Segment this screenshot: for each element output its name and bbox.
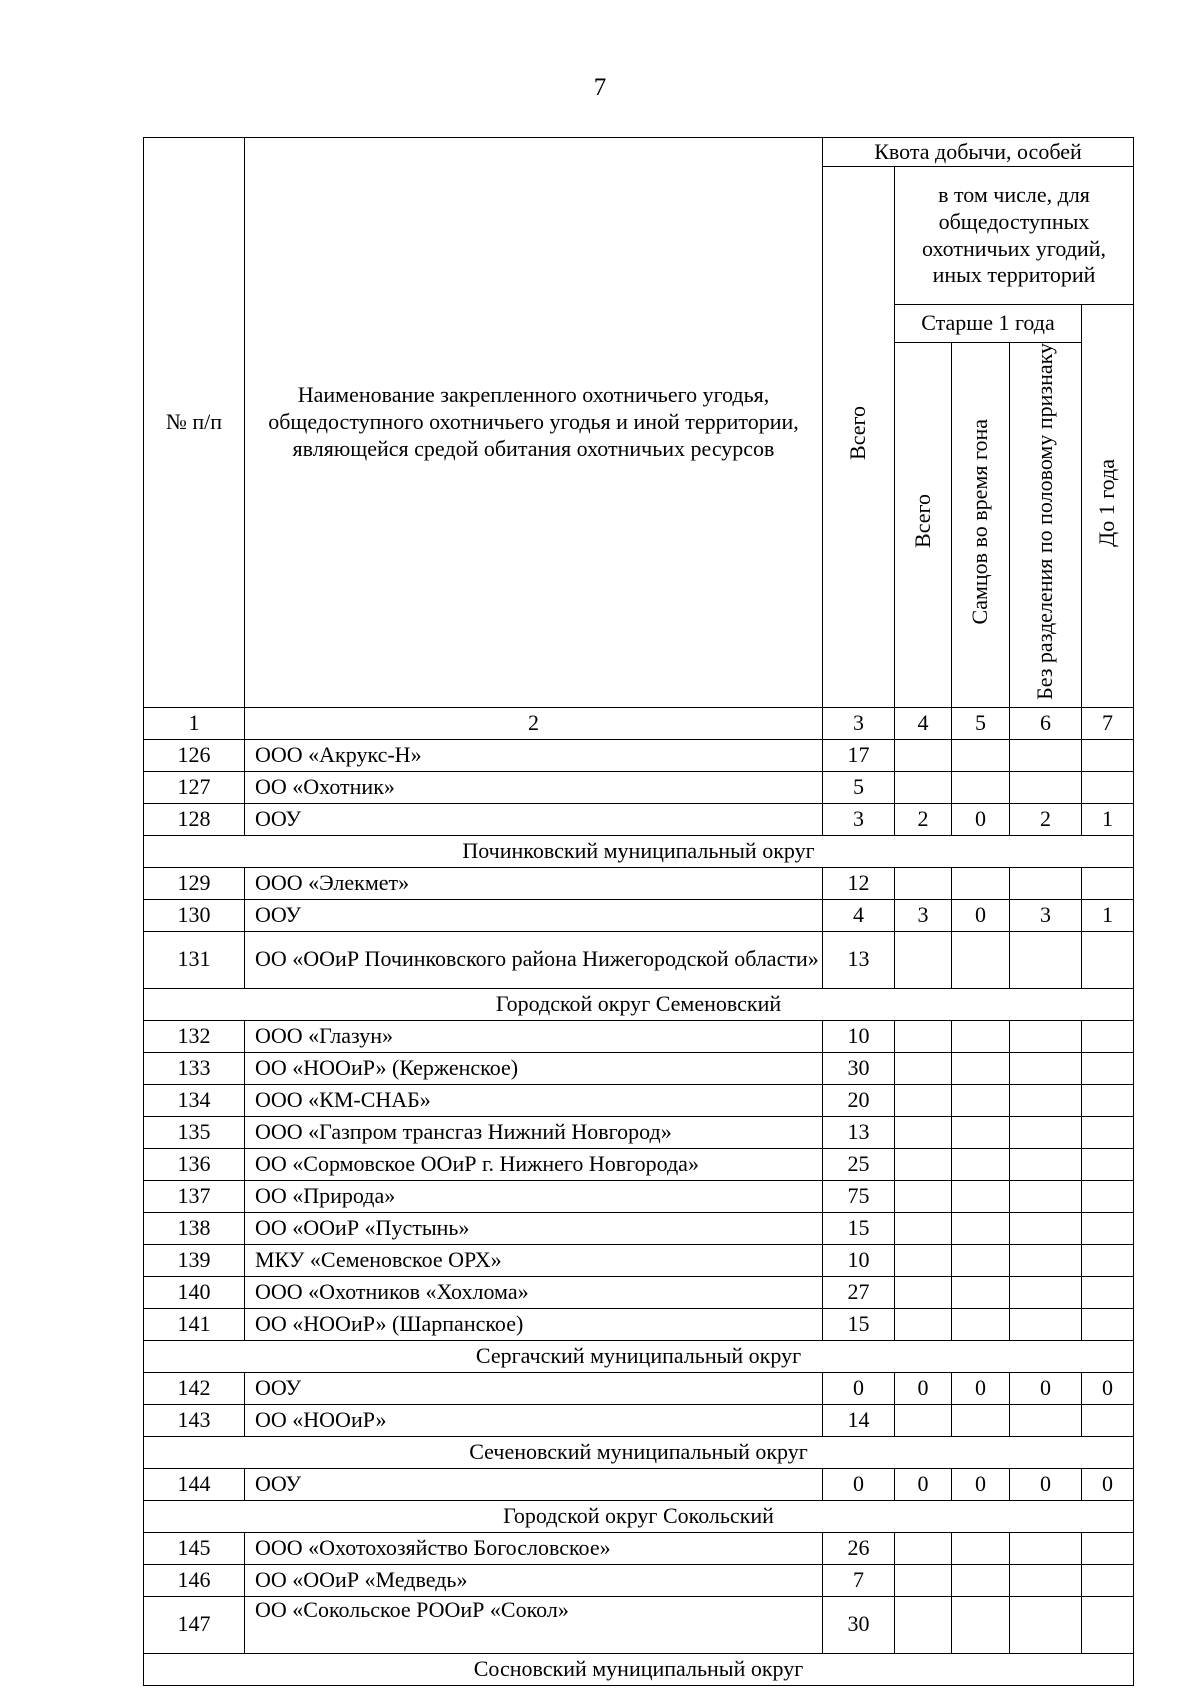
table-row [144,1308,1134,1340]
row-males-rut [952,739,1010,771]
row-name: ОО «Природа» [245,1180,823,1212]
row-older-total [895,1084,952,1116]
header-total-text: Всего [845,406,871,461]
section-title: Сеченовский муниципальный округ [144,1436,1134,1468]
row-total: 27 [823,1276,895,1308]
row-males-rut [952,1564,1010,1596]
header-name: Наименование закрепленного охотничьего угодья, общедоступного охотничьего угодья и иной территории, являющейся средой обитания охотничьих ресурсов [245,138,823,708]
row-males-rut: 0 [952,803,1010,835]
row-name: ОО «ООиР «Пустынь» [245,1212,823,1244]
table-row [144,1084,1134,1116]
row-older-total: 2 [895,803,952,835]
row-males-rut [952,1020,1010,1052]
row-no-sex: 2 [1010,803,1082,835]
row-name: ОО «Сормовское ООиР г. Нижнего Новгорода» [245,1148,823,1180]
row-under1 [1082,1532,1134,1564]
row-num: 135 [144,1116,245,1148]
row-males-rut [952,1308,1010,1340]
row-num: 133 [144,1052,245,1084]
row-num: 131 [144,931,245,988]
row-older-total [895,931,952,988]
row-name: ООО «Элекмет» [245,867,823,899]
row-no-sex [1010,1148,1082,1180]
row-total: 20 [823,1084,895,1116]
section-title: Городской округ Сокольский [144,1500,1134,1532]
row-num: 147 [144,1596,245,1653]
table-row [144,771,1134,803]
row-total: 5 [823,771,895,803]
row-name: ООО «КМ-СНАБ» [245,1084,823,1116]
colnum-6: 6 [1010,707,1082,739]
row-males-rut [952,1532,1010,1564]
page-number: 7 [593,74,607,101]
row-older-total [895,1244,952,1276]
row-older-total: 3 [895,899,952,931]
row-num: 139 [144,1244,245,1276]
row-males-rut [952,1404,1010,1436]
row-under1 [1082,931,1134,988]
table-row [144,803,1134,835]
colnum-5: 5 [952,707,1010,739]
row-males-rut: 0 [952,1372,1010,1404]
row-males-rut [952,771,1010,803]
row-num: 129 [144,867,245,899]
row-name: ОО «Охотник» [245,771,823,803]
row-total: 15 [823,1212,895,1244]
row-older-total: 0 [895,1372,952,1404]
row-males-rut [952,1052,1010,1084]
row-num: 144 [144,1468,245,1500]
row-num: 143 [144,1404,245,1436]
colnum-1: 1 [144,707,245,739]
colnum-7: 7 [1082,707,1134,739]
row-total: 0 [823,1468,895,1500]
row-older-total [895,1404,952,1436]
row-total: 75 [823,1180,895,1212]
row-under1 [1082,1244,1134,1276]
row-no-sex [1010,1404,1082,1436]
row-num: 137 [144,1180,245,1212]
header-total [823,167,895,708]
row-under1: 0 [1082,1468,1134,1500]
row-total: 3 [823,803,895,835]
row-no-sex [1010,1308,1082,1340]
row-older-total [895,739,952,771]
row-older-total [895,1148,952,1180]
table-row [144,1468,1134,1500]
row-num: 146 [144,1564,245,1596]
header-males-rut [952,343,1010,708]
row-name: ООО «Акрукс-Н» [245,739,823,771]
header-under1-text: До 1 года [1094,458,1120,547]
table-row [144,1372,1134,1404]
row-no-sex [1010,1564,1082,1596]
row-total: 7 [823,1564,895,1596]
header-older: Старше 1 года [895,305,1082,343]
header-males-rut-text: Самцов во время гона [967,418,993,625]
row-num: 145 [144,1532,245,1564]
row-name: ООО «Охотохозяйство Богословское» [245,1532,823,1564]
row-num: 134 [144,1084,245,1116]
row-total: 10 [823,1244,895,1276]
row-num: 127 [144,771,245,803]
row-total: 0 [823,1372,895,1404]
table-row [144,867,1134,899]
row-no-sex [1010,1596,1082,1653]
row-no-sex: 0 [1010,1372,1082,1404]
row-under1: 0 [1082,1372,1134,1404]
row-older-total [895,1532,952,1564]
row-name: ОО «НООиР» (Шарпанское) [245,1308,823,1340]
section-title: Городской округ Семеновский [144,988,1134,1020]
row-name: ООУ [245,1372,823,1404]
row-total: 14 [823,1404,895,1436]
row-num: 140 [144,1276,245,1308]
row-no-sex [1010,739,1082,771]
row-name: ОО «Сокольское РООиР «Сокол» [245,1596,823,1653]
row-under1 [1082,1308,1134,1340]
table-row [144,1148,1134,1180]
row-older-total [895,1020,952,1052]
row-older-total [895,1564,952,1596]
row-under1 [1082,867,1134,899]
row-males-rut [952,1212,1010,1244]
row-males-rut [952,1276,1010,1308]
row-no-sex [1010,1020,1082,1052]
row-older-total [895,1596,952,1653]
row-males-rut [952,867,1010,899]
row-num: 136 [144,1148,245,1180]
row-under1 [1082,1276,1134,1308]
section-row [144,1653,1134,1685]
row-older-total [895,1212,952,1244]
table-row [144,1404,1134,1436]
table-row [144,1244,1134,1276]
row-under1 [1082,1020,1134,1052]
row-under1 [1082,1052,1134,1084]
row-males-rut [952,1596,1010,1653]
row-males-rut: 0 [952,899,1010,931]
hunting-quota-table [143,137,1134,1686]
row-older-total [895,1052,952,1084]
table-row [144,1212,1134,1244]
table-row [144,1596,1134,1653]
row-name: ОО «НООиР» [245,1404,823,1436]
row-total: 12 [823,867,895,899]
row-no-sex [1010,1084,1082,1116]
row-no-sex [1010,1180,1082,1212]
table-row [144,1116,1134,1148]
row-total: 15 [823,1308,895,1340]
row-males-rut [952,1084,1010,1116]
row-no-sex [1010,931,1082,988]
row-males-rut [952,1116,1010,1148]
row-name: МКУ «Семеновское ОРХ» [245,1244,823,1276]
row-under1 [1082,1596,1134,1653]
row-no-sex [1010,1116,1082,1148]
table-row [144,1020,1134,1052]
row-name: ООО «Глазун» [245,1020,823,1052]
section-row [144,1340,1134,1372]
table-row [144,1276,1134,1308]
row-no-sex [1010,1052,1082,1084]
row-older-total [895,1180,952,1212]
column-number-row [144,707,1134,739]
section-title: Починковский муниципальный округ [144,835,1134,867]
header-older-total [895,343,952,708]
row-under1 [1082,771,1134,803]
table-row [144,1564,1134,1596]
row-total: 26 [823,1532,895,1564]
row-no-sex [1010,771,1082,803]
header-quota: Квота добычи, особей [823,138,1134,167]
row-older-total [895,771,952,803]
row-older-total [895,1116,952,1148]
row-name: ООУ [245,1468,823,1500]
row-name: ООО «Газпром трансгаз Нижний Новгород» [245,1116,823,1148]
section-row [144,835,1134,867]
row-name: ОО «НООиР» (Керженское) [245,1052,823,1084]
row-under1 [1082,1148,1134,1180]
row-num: 126 [144,739,245,771]
row-total: 13 [823,1116,895,1148]
table-row [144,739,1134,771]
row-older-total [895,1276,952,1308]
row-males-rut [952,1244,1010,1276]
row-under1 [1082,1212,1134,1244]
row-under1 [1082,739,1134,771]
header-no-sex [1010,343,1082,708]
row-older-total: 0 [895,1468,952,1500]
table-row [144,931,1134,988]
row-name: ОО «ООиР Починковского района Нижегородской области» [245,931,823,988]
table-row [144,1532,1134,1564]
header-num: № п/п [144,138,245,708]
header-no-sex-text: Без разделения по половому признаку [1032,343,1058,700]
row-no-sex [1010,1212,1082,1244]
row-no-sex [1010,1276,1082,1308]
header-incl: в том числе, для общедоступных охотничьих угодий, иных территорий [895,167,1134,305]
section-row [144,1500,1134,1532]
row-total: 30 [823,1052,895,1084]
row-total: 25 [823,1148,895,1180]
row-no-sex: 3 [1010,899,1082,931]
row-num: 141 [144,1308,245,1340]
section-row [144,988,1134,1020]
row-older-total [895,1308,952,1340]
row-no-sex [1010,1532,1082,1564]
row-name: ООУ [245,803,823,835]
table-row [144,1180,1134,1212]
table-row [144,899,1134,931]
row-under1: 1 [1082,899,1134,931]
header-older-total-text: Всего [909,494,935,549]
row-males-rut: 0 [952,1468,1010,1500]
row-num: 130 [144,899,245,931]
row-males-rut [952,1180,1010,1212]
colnum-3: 3 [823,707,895,739]
colnum-2: 2 [245,707,823,739]
colnum-4: 4 [895,707,952,739]
row-num: 138 [144,1212,245,1244]
row-name: ОО «ООиР «Медведь» [245,1564,823,1596]
row-num: 128 [144,803,245,835]
row-num: 142 [144,1372,245,1404]
row-under1 [1082,1404,1134,1436]
row-num: 132 [144,1020,245,1052]
section-row [144,1436,1134,1468]
row-total: 30 [823,1596,895,1653]
section-title: Сергачский муниципальный округ [144,1340,1134,1372]
row-under1 [1082,1084,1134,1116]
row-under1: 1 [1082,803,1134,835]
row-no-sex: 0 [1010,1468,1082,1500]
row-name: ООО «Охотников «Хохлома» [245,1276,823,1308]
row-males-rut [952,1148,1010,1180]
row-name: ООУ [245,899,823,931]
row-total: 13 [823,931,895,988]
table-row [144,1052,1134,1084]
row-under1 [1082,1180,1134,1212]
row-total: 10 [823,1020,895,1052]
row-total: 17 [823,739,895,771]
row-total: 4 [823,899,895,931]
row-older-total [895,867,952,899]
section-title: Сосновский муниципальный округ [144,1653,1134,1685]
row-under1 [1082,1564,1134,1596]
header-under1 [1082,305,1134,708]
row-under1 [1082,1116,1134,1148]
row-males-rut [952,931,1010,988]
row-no-sex [1010,867,1082,899]
row-no-sex [1010,1244,1082,1276]
